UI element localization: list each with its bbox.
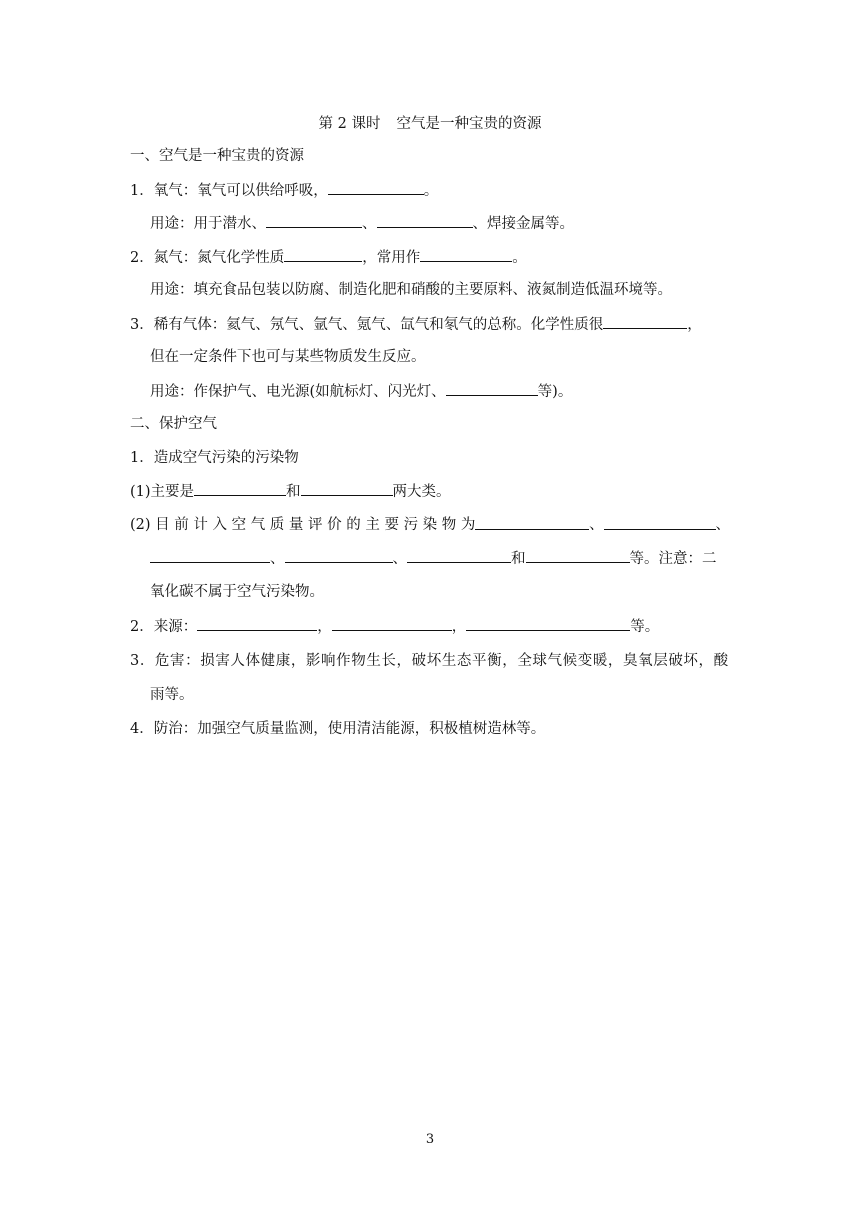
blank-rare-gas-use[interactable] [446, 381, 538, 396]
rare-gas-line-2: 但在一定条件下也可与某些物质发生反应。 [150, 349, 426, 365]
blank-pollutant-type-1[interactable] [194, 481, 286, 496]
nitrogen-use-line: 用途：填充食品包装以防腐、制造化肥和硝酸的主要原料、液氮制造低温环境等。 [150, 282, 672, 298]
blank-eval-pollutant-1[interactable] [475, 515, 589, 530]
section-2-heading: 二、保护空气 [130, 416, 217, 432]
blank-nitrogen-use[interactable] [420, 247, 512, 262]
lesson-number: 第 2 课时 [318, 116, 381, 132]
blank-nitrogen-property[interactable] [284, 247, 362, 262]
blank-oxygen-function[interactable] [328, 180, 424, 195]
blank-source-3[interactable] [466, 616, 630, 631]
oxygen-use-line: 用途：用于潜水、 、 、焊接金属等。 [150, 213, 574, 234]
blank-eval-pollutant-2[interactable] [604, 515, 716, 530]
blank-eval-pollutant-4[interactable] [285, 548, 393, 563]
pollutant-heading: 1．造成空气污染的污染物 [130, 450, 299, 466]
pollutant-main-line: (1)主要是 和 两大类。 [130, 481, 451, 502]
harm-line: 3．危害：损害人体健康，影响作物生长，破坏生态平衡，全球气候变暖，臭氧层破坏，酸 [130, 653, 729, 669]
blank-source-1[interactable] [197, 616, 317, 631]
blank-rare-gas-property[interactable] [603, 314, 687, 329]
pollutant-eval-line-2: 、 、 和 等。注意：二 [150, 548, 717, 569]
lesson-title [0, 112, 860, 133]
oxygen-line: 1．氧气：氧气可以供给呼吸， 。 [130, 180, 438, 201]
rare-gas-line: 3．稀有气体：氦气、氖气、氩气、氪气、氙气和氡气的总称。化学性质很 ， [130, 314, 702, 335]
blank-oxygen-use-1[interactable] [266, 213, 362, 228]
source-line: 2．来源： ， ， 等。 [130, 616, 659, 637]
pollutant-eval-line: (2) 目 前 计 入 空 气 质 量 评 价 的 主 要 污 染 物 为 、 、 [130, 517, 730, 533]
pollutant-eval-line-3: 氧化碳不属于空气污染物。 [150, 584, 324, 600]
lesson-topic: 空气是一种宝贵的资源 [396, 116, 542, 132]
prevention-line: 4．防治：加强空气质量监测，使用清洁能源，积极植树造林等。 [130, 721, 546, 737]
blank-eval-pollutant-3[interactable] [150, 548, 270, 563]
blank-source-2[interactable] [332, 616, 452, 631]
blank-eval-pollutant-6[interactable] [526, 548, 630, 563]
rare-gas-use-line: 用途：作保护气、电光源(如航标灯、闪光灯、 等)。 [150, 381, 572, 402]
blank-pollutant-type-2[interactable] [301, 481, 393, 496]
blank-eval-pollutant-5[interactable] [407, 548, 511, 563]
nitrogen-line: 2．氮气：氮气化学性质 ，常用作 。 [130, 247, 527, 268]
blank-oxygen-use-2[interactable] [377, 213, 473, 228]
section-1-heading: 一、空气是一种宝贵的资源 [130, 148, 304, 164]
page-number: 3 [425, 1132, 435, 1147]
harm-line-2: 雨等。 [150, 687, 194, 703]
